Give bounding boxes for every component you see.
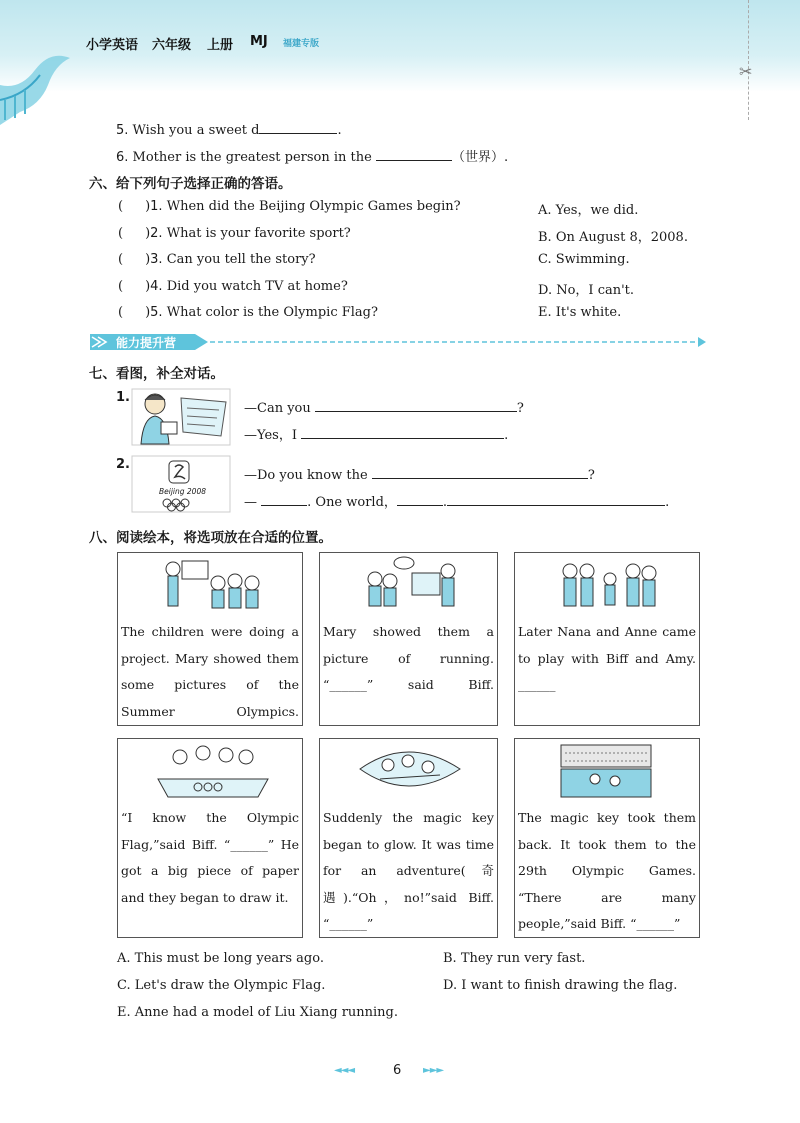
story-panel-2 <box>319 552 498 726</box>
s7-item-1-number: 1. <box>116 390 130 405</box>
s6-question-1: ( )1. When did the Beijing Olympic Games begin? <box>118 199 461 214</box>
s6-question-5: ( )5. What color is the Olympic Flag? <box>118 305 378 320</box>
story-panel-5 <box>319 738 498 938</box>
s6-answer-e: E. It's white. <box>538 305 622 320</box>
s7-item-2-answer: — . One world， . . <box>244 491 669 510</box>
panel-5-illustration <box>320 739 497 801</box>
fill-item-6: 6. Mother is the greatest person in the （世界）. <box>116 146 508 165</box>
answer-blank[interactable] <box>301 424 504 439</box>
option-b: B. They run very fast. <box>443 951 586 966</box>
answer-blank[interactable] <box>259 119 337 134</box>
s6-answer-b: B. On August 8，2008. <box>538 230 688 245</box>
header-edition: 福建专版 <box>283 39 320 49</box>
header-subject: 小学英语 <box>86 38 139 53</box>
s6-answer-c: C. Swimming. <box>538 252 630 267</box>
teacher-reading-illustration <box>131 388 231 446</box>
s7-item-2-question: —Do you know the ? <box>244 464 595 483</box>
story-panel-6 <box>514 738 700 938</box>
section6-title: 六、给下列句子选择正确的答语。 <box>89 176 292 192</box>
panel-6-illustration <box>515 739 699 801</box>
s6-question-2: ( )2. What is your favorite sport? <box>118 226 351 241</box>
s6-answer-a: A. Yes，we did. <box>538 203 639 218</box>
s6-question-4: ( )4. Did you watch TV at home? <box>118 279 348 294</box>
section-banner <box>90 332 710 352</box>
pagoda-decoration <box>0 30 75 125</box>
option-d: D. I want to finish drawing the flag. <box>443 978 678 993</box>
panel-2-text: Mary showed them a picture of running. “______” said Biff. <box>323 624 494 692</box>
banner-label: 能力提升营 <box>116 336 177 350</box>
s6-question-3: ( )3. Can you tell the story? <box>118 252 316 267</box>
answer-blank[interactable] <box>447 491 665 506</box>
answer-blank[interactable] <box>372 464 588 479</box>
s7-item-2-number: 2. <box>116 457 130 472</box>
s7-item-1-question: —Can you ? <box>244 397 524 416</box>
fill-item-5: 5. Wish you a sweet d . <box>116 119 342 138</box>
header-publisher: MJ <box>250 34 268 49</box>
page-number: 6 <box>393 1063 402 1078</box>
story-panel-3 <box>514 552 700 726</box>
banner-graphic <box>90 332 710 352</box>
panel-2-illustration <box>320 553 497 615</box>
emblem-caption: Beijing 2008 <box>159 487 206 496</box>
option-c: C. Let's draw the Olympic Flag. <box>117 978 326 993</box>
s6-answer-d: D. No，I can't. <box>538 283 635 298</box>
answer-blank[interactable] <box>376 146 452 161</box>
scissors-icon: ✂ <box>739 62 753 81</box>
panel-1-text: The children were doing a project. Mary showed them some pictures of the Summer Olympics. <box>121 624 299 719</box>
option-a: A. This must be long years ago. <box>117 951 324 966</box>
prev-arrows-icon: ◄◄◄ <box>334 1065 355 1076</box>
header-term: 上册 <box>207 38 234 53</box>
section8-title: 八、阅读绘本，将选项放在合适的位置。 <box>89 530 332 546</box>
panel-1-illustration <box>118 553 302 615</box>
panel-3-illustration <box>515 553 699 615</box>
section7-title: 七、看图，补全对话。 <box>89 366 224 382</box>
panel-4-text: “I know the Olympic Flag,”said Biff. “______” He got a big piece of paper and they began to draw it. <box>121 810 299 905</box>
panel-3-text: Later Nana and Anne came to play with Biff and Amy. ______ <box>518 624 696 692</box>
s7-item-1-answer: —Yes，I . <box>244 424 508 443</box>
next-arrows-icon: ►►► <box>423 1065 444 1076</box>
answer-blank[interactable] <box>397 491 443 506</box>
story-panel-4 <box>117 738 303 938</box>
cut-line <box>748 0 749 120</box>
header-grade: 六年级 <box>152 38 192 53</box>
panel-5-text: Suddenly the magic key began to glow. It was time for an adventure(奇遇).“Oh，no!”said Biff. “______” <box>323 810 494 931</box>
panel-4-illustration <box>118 739 302 801</box>
story-panel-1 <box>117 552 303 726</box>
option-e: E. Anne had a model of Liu Xiang running. <box>117 1005 399 1020</box>
beijing-2008-emblem <box>131 455 231 513</box>
answer-blank[interactable] <box>261 491 307 506</box>
answer-blank[interactable] <box>315 397 517 412</box>
panel-6-text: The magic key took them back. It took them to the 29th Olympic Games. “There are many people,”said Biff. “______” <box>518 810 696 931</box>
